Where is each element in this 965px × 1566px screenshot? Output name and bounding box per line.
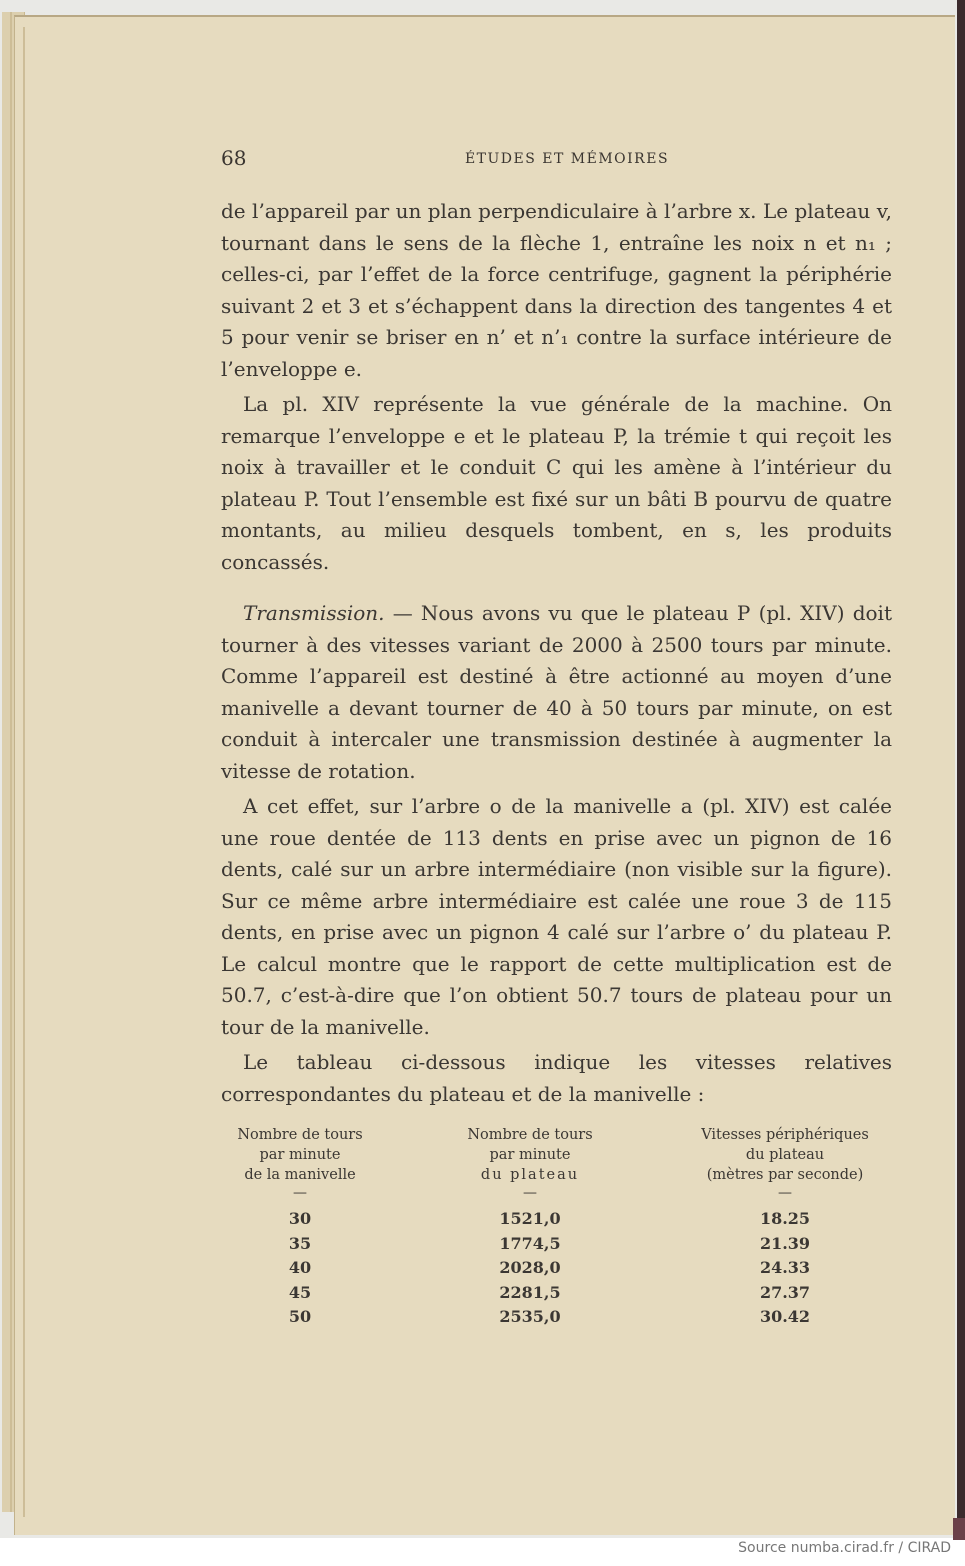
cell-plate-rpm: 1774,5 — [499, 1233, 561, 1253]
cell-plate-rpm: 1521,0 — [499, 1209, 561, 1228]
cell-plate-rpm: 2028,0 — [499, 1258, 561, 1277]
header-dash: — — [293, 1185, 307, 1201]
header-line: du plateau — [745, 1147, 825, 1163]
cell-crank-rpm: 40 — [288, 1258, 312, 1277]
header-line: Vitesses périphériques — [701, 1127, 869, 1143]
paragraph-5: Le tableau ci-dessous indique les vitesses relatives correspondantes du plateau et de la manivelle : — [221, 1050, 892, 1106]
section-lead-transmission: Transmission. — [243, 601, 385, 625]
cell-peripheral-speed: 18.25 — [759, 1209, 811, 1228]
running-title: ÉTUDES ET MÉMOIRES — [464, 151, 670, 167]
paragraph-2: La pl. XIV représente la vue générale de la machine. On remarque l’enveloppe e et le plateau P, la trémie t qui reçoit les noix à travailler et le conduit C qui les amène à l’intérieur du plateau P. Tout l’ensemble est fixé sur un bâti B pourvu de quatre montants, au milieu desquels tombent, en s, les produits concassés. — [221, 392, 892, 574]
cell-peripheral-speed: 30.42 — [759, 1307, 811, 1326]
cell-crank-rpm: 30 — [288, 1209, 312, 1228]
table-header-crank — [210, 1125, 390, 1201]
header-line: par minute — [259, 1147, 341, 1163]
paragraph-4: A cet effet, sur l’arbre o de la manivelle a (pl. XIV) est calée une roue dentée de 113 dents en prise avec un pignon de 16 dents, calé sur un arbre intermédiaire (non visible sur la figure). Sur ce même arbre intermédiaire est calée une roue 3 de 115 dents, en prise avec un pignon 4 calé sur l’arbre o’ du plateau P. Le calcul montre que le rapport de cette multiplication est de 50.7, c’est-à-dire que l’on obtient 50.7 tours de plateau pour un tour de la manivelle. — [221, 794, 892, 1039]
cell-peripheral-speed: 24.33 — [759, 1258, 811, 1277]
source-credit: Source numba.cirad.fr / CIRAD — [738, 1540, 951, 1556]
table-row — [210, 1256, 900, 1281]
cell-crank-rpm: 50 — [288, 1307, 312, 1326]
header-line: de la manivelle — [244, 1167, 356, 1183]
header-line: par minute — [489, 1147, 571, 1163]
table-row — [210, 1207, 900, 1232]
cell-plate-rpm: 2535,0 — [499, 1307, 561, 1326]
cell-peripheral-speed: 27.37 — [759, 1282, 811, 1302]
section-gap — [221, 578, 892, 598]
cell-crank-rpm: 45 — [288, 1282, 312, 1302]
page-number: 68 — [221, 146, 247, 170]
header-line: Nombre de tours — [237, 1127, 363, 1143]
table-row — [210, 1305, 900, 1330]
table-row — [210, 1281, 900, 1306]
paragraph-3-text: — Nous avons vu que le plateau P (pl. XIV) doit tourner à des vitesses variant de 2000 à 2500 tours par minute. Comme l’appareil est destiné à être actionné au moyen d’une manivelle a devant tourner de 40 à 50 tours par minute, on est conduit à intercaler une transmission destinée à augmenter la vitesse de rotation. — [221, 601, 892, 783]
running-header — [221, 146, 891, 176]
cell-peripheral-speed: 21.39 — [759, 1233, 811, 1253]
header-line: Nombre de tours — [467, 1127, 593, 1143]
paragraph-1: de l’appareil par un plan perpendiculaire à l’arbre x. Le plateau v, tournant dans le sens de la flèche 1, entraîne les noix n et n₁ ; celles-ci, par l’effet de la force centrifuge, gagnent la périphérie suivant 2 et 3 et s’échappent dans la direction des tangentes 4 et 5 pour venir se briser en n’ et n’₁ contre la surface intérieure de l’enveloppe e. — [221, 199, 892, 381]
body-text — [221, 196, 892, 1110]
paragraph-transmission — [221, 598, 892, 787]
speed-table — [210, 1125, 900, 1330]
header-line: du plateau — [480, 1167, 580, 1183]
header-dash: — — [523, 1185, 537, 1201]
table-header-plate — [390, 1125, 670, 1201]
cell-crank-rpm: 35 — [288, 1233, 312, 1253]
book-cover-edge — [957, 0, 965, 1538]
table-row — [210, 1232, 900, 1257]
header-dash: — — [778, 1185, 792, 1201]
book-cover-corner — [953, 1518, 965, 1540]
cell-plate-rpm: 2281,5 — [499, 1282, 561, 1302]
table-header-speed — [670, 1125, 900, 1201]
table-body — [210, 1207, 900, 1330]
header-line: (mètres par seconde) — [706, 1167, 864, 1183]
table-header-row — [210, 1125, 900, 1201]
